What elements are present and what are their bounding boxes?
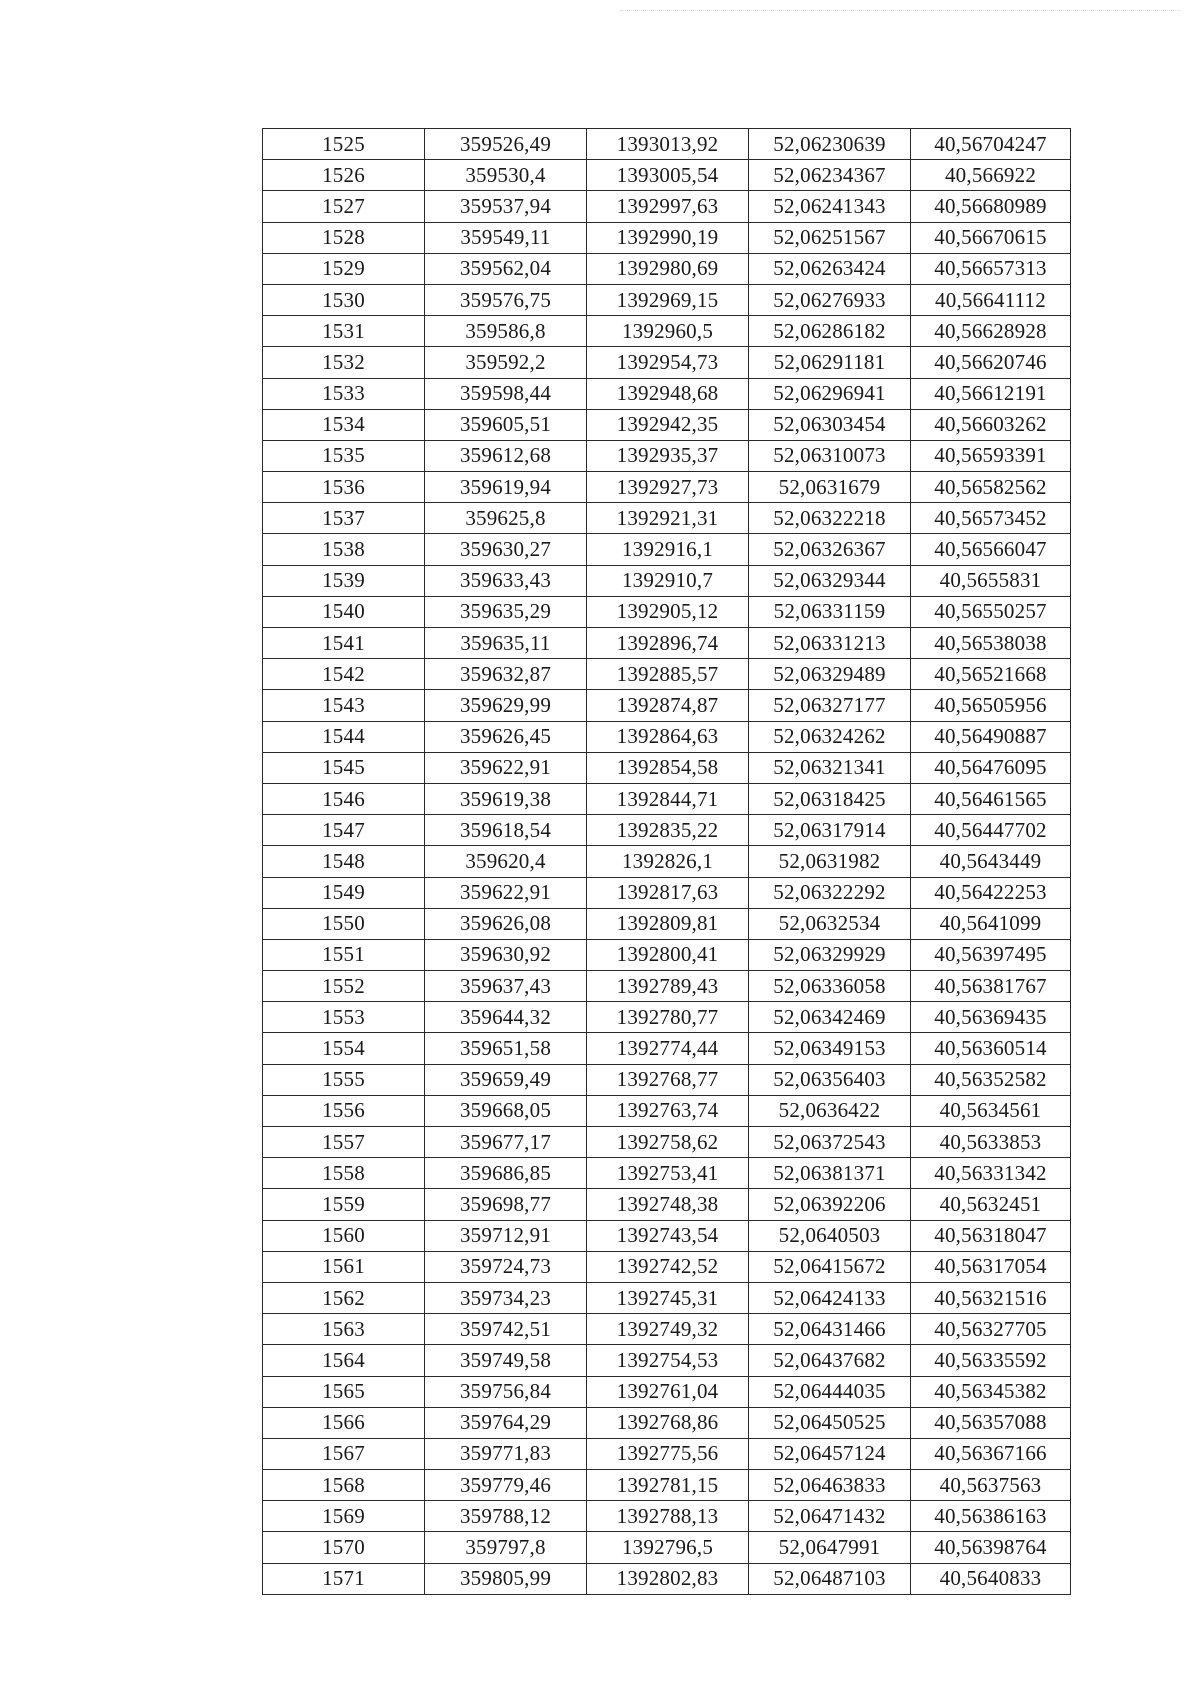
y-coordinate-cell: 1392789,43 (587, 971, 749, 1002)
y-coordinate-cell: 1392864,63 (587, 721, 749, 752)
latitude-cell: 52,06372543 (749, 1127, 911, 1158)
table-row (263, 1314, 1071, 1345)
x-coordinate-cell: 359620,4 (425, 846, 587, 877)
table-row (263, 908, 1071, 939)
table-row (263, 1033, 1071, 1064)
longitude-cell: 40,5643449 (911, 846, 1071, 877)
x-coordinate-cell: 359598,44 (425, 378, 587, 409)
longitude-cell: 40,5633853 (911, 1127, 1071, 1158)
point-number-cell: 1565 (263, 1376, 425, 1407)
point-number-cell: 1561 (263, 1251, 425, 1282)
y-coordinate-cell: 1392745,31 (587, 1282, 749, 1313)
y-coordinate-cell: 1392916,1 (587, 534, 749, 565)
y-coordinate-cell: 1392768,77 (587, 1064, 749, 1095)
latitude-cell: 52,06321341 (749, 752, 911, 783)
table-row (263, 378, 1071, 409)
latitude-cell: 52,06251567 (749, 222, 911, 253)
x-coordinate-cell: 359635,11 (425, 628, 587, 659)
table-row (263, 752, 1071, 783)
longitude-cell: 40,56398764 (911, 1532, 1071, 1563)
point-number-cell: 1545 (263, 752, 425, 783)
x-coordinate-cell: 359619,94 (425, 472, 587, 503)
table-row (263, 1095, 1071, 1126)
longitude-cell: 40,56538038 (911, 628, 1071, 659)
point-number-cell: 1538 (263, 534, 425, 565)
table-row (263, 1282, 1071, 1313)
longitude-cell: 40,56550257 (911, 596, 1071, 627)
point-number-cell: 1569 (263, 1501, 425, 1532)
latitude-cell: 52,06303454 (749, 409, 911, 440)
latitude-cell: 52,06230639 (749, 129, 911, 160)
latitude-cell: 52,06276933 (749, 284, 911, 315)
y-coordinate-cell: 1392742,52 (587, 1251, 749, 1282)
longitude-cell: 40,56381767 (911, 971, 1071, 1002)
y-coordinate-cell: 1392905,12 (587, 596, 749, 627)
latitude-cell: 52,06310073 (749, 440, 911, 471)
x-coordinate-cell: 359632,87 (425, 659, 587, 690)
table-row (263, 1158, 1071, 1189)
point-number-cell: 1541 (263, 628, 425, 659)
point-number-cell: 1557 (263, 1127, 425, 1158)
point-number-cell: 1532 (263, 347, 425, 378)
longitude-cell: 40,56369435 (911, 1002, 1071, 1033)
table-row (263, 877, 1071, 908)
longitude-cell: 40,56704247 (911, 129, 1071, 160)
table-row (263, 1220, 1071, 1251)
point-number-cell: 1560 (263, 1220, 425, 1251)
latitude-cell: 52,06392206 (749, 1189, 911, 1220)
x-coordinate-cell: 359537,94 (425, 191, 587, 222)
point-number-cell: 1549 (263, 877, 425, 908)
y-coordinate-cell: 1392885,57 (587, 659, 749, 690)
y-coordinate-cell: 1392775,56 (587, 1438, 749, 1469)
x-coordinate-cell: 359788,12 (425, 1501, 587, 1532)
latitude-cell: 52,06329489 (749, 659, 911, 690)
longitude-cell: 40,56327705 (911, 1314, 1071, 1345)
x-coordinate-cell: 359712,91 (425, 1220, 587, 1251)
longitude-cell: 40,56397495 (911, 939, 1071, 970)
latitude-cell: 52,06450525 (749, 1407, 911, 1438)
table-row (263, 503, 1071, 534)
point-number-cell: 1533 (263, 378, 425, 409)
y-coordinate-cell: 1392796,5 (587, 1532, 749, 1563)
latitude-cell: 52,06241343 (749, 191, 911, 222)
latitude-cell: 52,06326367 (749, 534, 911, 565)
y-coordinate-cell: 1392774,44 (587, 1033, 749, 1064)
latitude-cell: 52,06381371 (749, 1158, 911, 1189)
point-number-cell: 1526 (263, 160, 425, 191)
table-row (263, 1189, 1071, 1220)
latitude-cell: 52,06342469 (749, 1002, 911, 1033)
x-coordinate-cell: 359668,05 (425, 1095, 587, 1126)
y-coordinate-cell: 1392761,04 (587, 1376, 749, 1407)
table-row (263, 253, 1071, 284)
point-number-cell: 1568 (263, 1470, 425, 1501)
longitude-cell: 40,56521668 (911, 659, 1071, 690)
y-coordinate-cell: 1392990,19 (587, 222, 749, 253)
x-coordinate-cell: 359605,51 (425, 409, 587, 440)
point-number-cell: 1555 (263, 1064, 425, 1095)
latitude-cell: 52,06331213 (749, 628, 911, 659)
x-coordinate-cell: 359622,91 (425, 752, 587, 783)
latitude-cell: 52,06327177 (749, 690, 911, 721)
y-coordinate-cell: 1392758,62 (587, 1127, 749, 1158)
y-coordinate-cell: 1392874,87 (587, 690, 749, 721)
x-coordinate-cell: 359651,58 (425, 1033, 587, 1064)
table-row (263, 1470, 1071, 1501)
y-coordinate-cell: 1392942,35 (587, 409, 749, 440)
point-number-cell: 1537 (263, 503, 425, 534)
longitude-cell: 40,56461565 (911, 783, 1071, 814)
longitude-cell: 40,56476095 (911, 752, 1071, 783)
table-row (263, 347, 1071, 378)
x-coordinate-cell: 359756,84 (425, 1376, 587, 1407)
y-coordinate-cell: 1392896,74 (587, 628, 749, 659)
latitude-cell: 52,06415672 (749, 1251, 911, 1282)
point-number-cell: 1548 (263, 846, 425, 877)
x-coordinate-cell: 359549,11 (425, 222, 587, 253)
point-number-cell: 1539 (263, 565, 425, 596)
point-number-cell: 1562 (263, 1282, 425, 1313)
x-coordinate-cell: 359749,58 (425, 1345, 587, 1376)
table-row (263, 1127, 1071, 1158)
x-coordinate-cell: 359644,32 (425, 1002, 587, 1033)
table-row (263, 1376, 1071, 1407)
y-coordinate-cell: 1393005,54 (587, 160, 749, 191)
latitude-cell: 52,06322218 (749, 503, 911, 534)
longitude-cell: 40,56360514 (911, 1033, 1071, 1064)
longitude-cell: 40,5632451 (911, 1189, 1071, 1220)
y-coordinate-cell: 1392753,41 (587, 1158, 749, 1189)
x-coordinate-cell: 359562,04 (425, 253, 587, 284)
y-coordinate-cell: 1392748,38 (587, 1189, 749, 1220)
y-coordinate-cell: 1392948,68 (587, 378, 749, 409)
table-row (263, 1532, 1071, 1563)
y-coordinate-cell: 1392854,58 (587, 752, 749, 783)
longitude-cell: 40,56680989 (911, 191, 1071, 222)
point-number-cell: 1535 (263, 440, 425, 471)
point-number-cell: 1527 (263, 191, 425, 222)
y-coordinate-cell: 1392980,69 (587, 253, 749, 284)
y-coordinate-cell: 1392809,81 (587, 908, 749, 939)
table-row (263, 721, 1071, 752)
table-row (263, 316, 1071, 347)
longitude-cell: 40,5640833 (911, 1563, 1071, 1594)
latitude-cell: 52,06291181 (749, 347, 911, 378)
x-coordinate-cell: 359805,99 (425, 1563, 587, 1594)
longitude-cell: 40,56318047 (911, 1220, 1071, 1251)
point-number-cell: 1558 (263, 1158, 425, 1189)
y-coordinate-cell: 1392969,15 (587, 284, 749, 315)
table-row (263, 534, 1071, 565)
table-row (263, 628, 1071, 659)
x-coordinate-cell: 359622,91 (425, 877, 587, 908)
x-coordinate-cell: 359586,8 (425, 316, 587, 347)
latitude-cell: 52,0631982 (749, 846, 911, 877)
longitude-cell: 40,56447702 (911, 815, 1071, 846)
longitude-cell: 40,566922 (911, 160, 1071, 191)
y-coordinate-cell: 1392781,15 (587, 1470, 749, 1501)
longitude-cell: 40,56352582 (911, 1064, 1071, 1095)
x-coordinate-cell: 359742,51 (425, 1314, 587, 1345)
latitude-cell: 52,0647991 (749, 1532, 911, 1563)
longitude-cell: 40,5655831 (911, 565, 1071, 596)
point-number-cell: 1547 (263, 815, 425, 846)
coordinates-table (262, 128, 1071, 1595)
table-row (263, 783, 1071, 814)
longitude-cell: 40,56331342 (911, 1158, 1071, 1189)
point-number-cell: 1551 (263, 939, 425, 970)
y-coordinate-cell: 1392927,73 (587, 472, 749, 503)
table-row (263, 846, 1071, 877)
x-coordinate-cell: 359659,49 (425, 1064, 587, 1095)
latitude-cell: 52,06324262 (749, 721, 911, 752)
latitude-cell: 52,0636422 (749, 1095, 911, 1126)
longitude-cell: 40,5634561 (911, 1095, 1071, 1126)
longitude-cell: 40,5637563 (911, 1470, 1071, 1501)
y-coordinate-cell: 1392749,32 (587, 1314, 749, 1345)
point-number-cell: 1563 (263, 1314, 425, 1345)
table-row (263, 409, 1071, 440)
longitude-cell: 40,56345382 (911, 1376, 1071, 1407)
latitude-cell: 52,06444035 (749, 1376, 911, 1407)
longitude-cell: 40,56620746 (911, 347, 1071, 378)
point-number-cell: 1554 (263, 1033, 425, 1064)
x-coordinate-cell: 359771,83 (425, 1438, 587, 1469)
x-coordinate-cell: 359626,08 (425, 908, 587, 939)
table-row (263, 129, 1071, 160)
point-number-cell: 1552 (263, 971, 425, 1002)
y-coordinate-cell: 1392780,77 (587, 1002, 749, 1033)
latitude-cell: 52,06487103 (749, 1563, 911, 1594)
table-row (263, 1438, 1071, 1469)
x-coordinate-cell: 359677,17 (425, 1127, 587, 1158)
longitude-cell: 40,56335592 (911, 1345, 1071, 1376)
latitude-cell: 52,06329344 (749, 565, 911, 596)
latitude-cell: 52,06471432 (749, 1501, 911, 1532)
y-coordinate-cell: 1392960,5 (587, 316, 749, 347)
table-row (263, 1345, 1071, 1376)
latitude-cell: 52,0640503 (749, 1220, 911, 1251)
latitude-cell: 52,06329929 (749, 939, 911, 970)
x-coordinate-cell: 359576,75 (425, 284, 587, 315)
table-row (263, 939, 1071, 970)
point-number-cell: 1529 (263, 253, 425, 284)
x-coordinate-cell: 359625,8 (425, 503, 587, 534)
table-row (263, 284, 1071, 315)
scan-artifact-line (620, 10, 1180, 11)
x-coordinate-cell: 359633,43 (425, 565, 587, 596)
point-number-cell: 1542 (263, 659, 425, 690)
latitude-cell: 52,06322292 (749, 877, 911, 908)
point-number-cell: 1559 (263, 1189, 425, 1220)
y-coordinate-cell: 1392835,22 (587, 815, 749, 846)
longitude-cell: 40,56386163 (911, 1501, 1071, 1532)
x-coordinate-cell: 359626,45 (425, 721, 587, 752)
longitude-cell: 40,56628928 (911, 316, 1071, 347)
coordinates-table-body (263, 129, 1071, 1595)
latitude-cell: 52,06437682 (749, 1345, 911, 1376)
y-coordinate-cell: 1392997,63 (587, 191, 749, 222)
longitude-cell: 40,56422253 (911, 877, 1071, 908)
y-coordinate-cell: 1392935,37 (587, 440, 749, 471)
table-row (263, 160, 1071, 191)
latitude-cell: 52,06356403 (749, 1064, 911, 1095)
point-number-cell: 1571 (263, 1563, 425, 1594)
latitude-cell: 52,06424133 (749, 1282, 911, 1313)
y-coordinate-cell: 1392954,73 (587, 347, 749, 378)
y-coordinate-cell: 1392802,83 (587, 1563, 749, 1594)
latitude-cell: 52,06296941 (749, 378, 911, 409)
y-coordinate-cell: 1392763,74 (587, 1095, 749, 1126)
point-number-cell: 1550 (263, 908, 425, 939)
x-coordinate-cell: 359629,99 (425, 690, 587, 721)
longitude-cell: 40,56582562 (911, 472, 1071, 503)
table-row (263, 440, 1071, 471)
y-coordinate-cell: 1393013,92 (587, 129, 749, 160)
y-coordinate-cell: 1392910,7 (587, 565, 749, 596)
table-row (263, 565, 1071, 596)
point-number-cell: 1540 (263, 596, 425, 627)
table-row (263, 222, 1071, 253)
longitude-cell: 40,56490887 (911, 721, 1071, 752)
point-number-cell: 1536 (263, 472, 425, 503)
x-coordinate-cell: 359637,43 (425, 971, 587, 1002)
x-coordinate-cell: 359764,29 (425, 1407, 587, 1438)
longitude-cell: 40,56317054 (911, 1251, 1071, 1282)
latitude-cell: 52,0632534 (749, 908, 911, 939)
latitude-cell: 52,06431466 (749, 1314, 911, 1345)
longitude-cell: 40,56641112 (911, 284, 1071, 315)
latitude-cell: 52,0631679 (749, 472, 911, 503)
y-coordinate-cell: 1392768,86 (587, 1407, 749, 1438)
point-number-cell: 1528 (263, 222, 425, 253)
table-row (263, 1501, 1071, 1532)
y-coordinate-cell: 1392826,1 (587, 846, 749, 877)
y-coordinate-cell: 1392817,63 (587, 877, 749, 908)
point-number-cell: 1570 (263, 1532, 425, 1563)
y-coordinate-cell: 1392743,54 (587, 1220, 749, 1251)
x-coordinate-cell: 359592,2 (425, 347, 587, 378)
latitude-cell: 52,06336058 (749, 971, 911, 1002)
x-coordinate-cell: 359797,8 (425, 1532, 587, 1563)
longitude-cell: 40,56573452 (911, 503, 1071, 534)
table-row (263, 1064, 1071, 1095)
latitude-cell: 52,06457124 (749, 1438, 911, 1469)
x-coordinate-cell: 359686,85 (425, 1158, 587, 1189)
x-coordinate-cell: 359530,4 (425, 160, 587, 191)
longitude-cell: 40,56670615 (911, 222, 1071, 253)
longitude-cell: 40,56505956 (911, 690, 1071, 721)
y-coordinate-cell: 1392788,13 (587, 1501, 749, 1532)
latitude-cell: 52,06234367 (749, 160, 911, 191)
point-number-cell: 1531 (263, 316, 425, 347)
point-number-cell: 1525 (263, 129, 425, 160)
point-number-cell: 1567 (263, 1438, 425, 1469)
x-coordinate-cell: 359698,77 (425, 1189, 587, 1220)
longitude-cell: 40,56357088 (911, 1407, 1071, 1438)
x-coordinate-cell: 359618,54 (425, 815, 587, 846)
longitude-cell: 40,56593391 (911, 440, 1071, 471)
x-coordinate-cell: 359612,68 (425, 440, 587, 471)
point-number-cell: 1564 (263, 1345, 425, 1376)
point-number-cell: 1566 (263, 1407, 425, 1438)
latitude-cell: 52,06318425 (749, 783, 911, 814)
table-row (263, 1563, 1071, 1594)
point-number-cell: 1543 (263, 690, 425, 721)
y-coordinate-cell: 1392921,31 (587, 503, 749, 534)
table-row (263, 659, 1071, 690)
table-row (263, 1407, 1071, 1438)
x-coordinate-cell: 359526,49 (425, 129, 587, 160)
table-row (263, 815, 1071, 846)
longitude-cell: 40,56612191 (911, 378, 1071, 409)
x-coordinate-cell: 359635,29 (425, 596, 587, 627)
point-number-cell: 1534 (263, 409, 425, 440)
x-coordinate-cell: 359779,46 (425, 1470, 587, 1501)
latitude-cell: 52,06349153 (749, 1033, 911, 1064)
longitude-cell: 40,56603262 (911, 409, 1071, 440)
y-coordinate-cell: 1392844,71 (587, 783, 749, 814)
x-coordinate-cell: 359724,73 (425, 1251, 587, 1282)
table-row (263, 971, 1071, 1002)
y-coordinate-cell: 1392754,53 (587, 1345, 749, 1376)
latitude-cell: 52,06331159 (749, 596, 911, 627)
table-row (263, 690, 1071, 721)
point-number-cell: 1546 (263, 783, 425, 814)
table-row (263, 191, 1071, 222)
latitude-cell: 52,06263424 (749, 253, 911, 284)
point-number-cell: 1544 (263, 721, 425, 752)
point-number-cell: 1553 (263, 1002, 425, 1033)
x-coordinate-cell: 359734,23 (425, 1282, 587, 1313)
latitude-cell: 52,06463833 (749, 1470, 911, 1501)
table-row (263, 1002, 1071, 1033)
longitude-cell: 40,5641099 (911, 908, 1071, 939)
x-coordinate-cell: 359630,92 (425, 939, 587, 970)
longitude-cell: 40,56321516 (911, 1282, 1071, 1313)
point-number-cell: 1556 (263, 1095, 425, 1126)
latitude-cell: 52,06286182 (749, 316, 911, 347)
longitude-cell: 40,56657313 (911, 253, 1071, 284)
x-coordinate-cell: 359619,38 (425, 783, 587, 814)
point-number-cell: 1530 (263, 284, 425, 315)
x-coordinate-cell: 359630,27 (425, 534, 587, 565)
longitude-cell: 40,56566047 (911, 534, 1071, 565)
latitude-cell: 52,06317914 (749, 815, 911, 846)
longitude-cell: 40,56367166 (911, 1438, 1071, 1469)
y-coordinate-cell: 1392800,41 (587, 939, 749, 970)
table-row (263, 1251, 1071, 1282)
table-row (263, 472, 1071, 503)
table-row (263, 596, 1071, 627)
